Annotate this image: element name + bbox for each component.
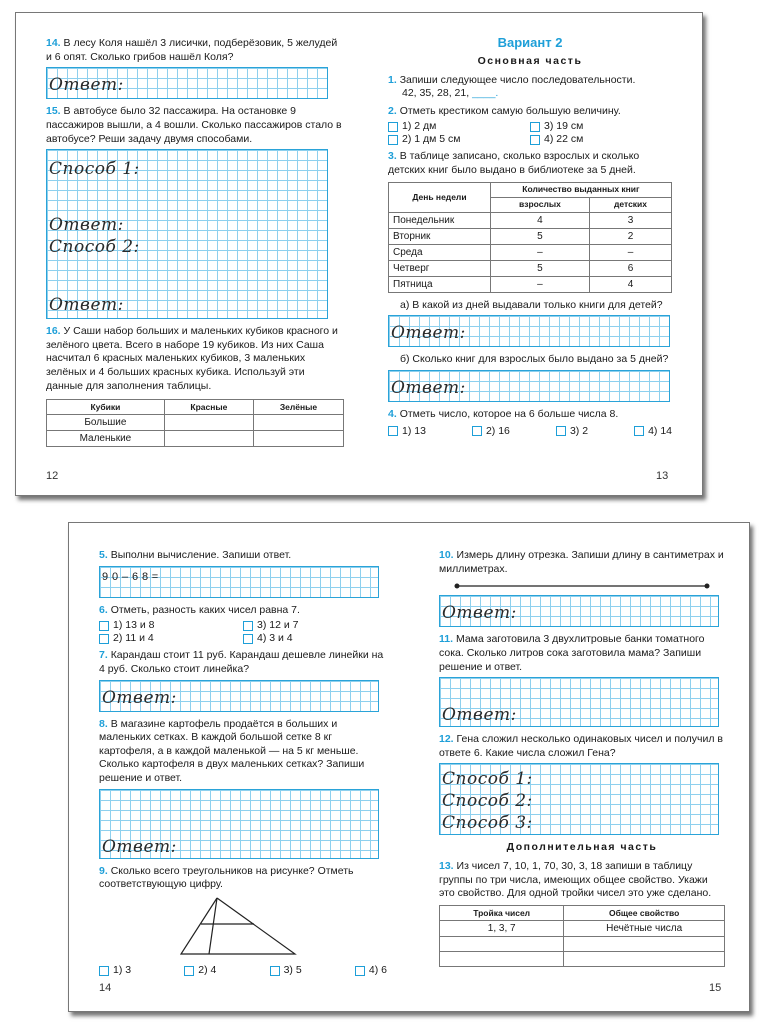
page-number: 12 — [46, 470, 59, 482]
task-number: 16. — [46, 325, 61, 338]
answer-label: Ответ: — [391, 378, 466, 399]
page-number: 14 — [99, 982, 112, 994]
option[interactable]: 1) 13 — [388, 425, 426, 438]
options — [99, 619, 387, 645]
answer-label: Ответ: — [442, 603, 517, 624]
table-row: Среда – – — [389, 244, 672, 260]
checkbox[interactable] — [99, 621, 109, 631]
task-3 — [388, 150, 672, 402]
table-header: Количество выданных книг — [490, 182, 671, 197]
task-number: 3. — [388, 150, 397, 163]
spread-pages-14-15 — [68, 522, 750, 1012]
task-5 — [99, 549, 387, 598]
task-9 — [99, 865, 387, 977]
task-2 — [388, 105, 672, 147]
table-row — [47, 415, 344, 431]
table-row: Пятница – 4 — [389, 276, 672, 292]
answer-label: Ответ: — [391, 323, 466, 344]
sequence: 42, 35, 28, 21, — [402, 87, 470, 100]
option[interactable]: 4) 6 — [355, 964, 387, 977]
spread-pages-12-13 — [15, 12, 703, 496]
table-row — [440, 937, 725, 952]
answer-label: Ответ: — [442, 705, 517, 726]
option[interactable]: 1) 3 — [99, 964, 131, 977]
option[interactable]: 2) 1 дм 5 см — [388, 133, 530, 146]
task-text: Измерь длину отрезка. Запиши длину в сантиметрах и миллиметрах. — [439, 549, 724, 575]
library-table — [388, 182, 672, 293]
checkbox[interactable] — [530, 122, 540, 132]
task-number: 15. — [46, 105, 61, 118]
task-8 — [99, 718, 387, 859]
task-15 — [46, 105, 344, 319]
way-3-label: Способ 3: — [442, 813, 533, 834]
checkbox[interactable] — [243, 621, 253, 631]
table-header: Красные — [164, 400, 253, 415]
question-b: б) Сколько книг для взрослых было выдано за 5 дней? — [400, 353, 669, 366]
table-cell[interactable] — [440, 937, 564, 952]
table-row: Понедельник 4 3 — [389, 212, 672, 228]
task-text: В магазине картофель продаётся в больших и маленьких сетках. В каждой большой сетке 8 кг картофеля, а в каждой маленькой — на 5 кг меньше. Сколько картофеля в двух маленьких сетках? Запиши решение и ответ. — [99, 717, 365, 785]
task-10 — [439, 549, 725, 627]
triangles-figure — [179, 896, 319, 958]
page-number: 13 — [656, 470, 669, 482]
table-row — [47, 431, 344, 447]
checkbox[interactable] — [388, 426, 398, 436]
checkbox[interactable] — [530, 135, 540, 145]
page-12-column — [46, 37, 344, 451]
page-number: 15 — [709, 982, 722, 994]
checkbox[interactable] — [270, 966, 280, 976]
checkbox[interactable] — [184, 966, 194, 976]
table-header: детских — [590, 197, 672, 212]
task-number: 7. — [99, 649, 108, 662]
page-13-column — [388, 35, 672, 442]
task-number: 12. — [439, 733, 454, 746]
task-text: В автобусе было 32 пассажира. На остановке 9 пассажиров вышли, а 4 вошли. Сколько пассажиров стало в автобусе? Реши задачу двумя способами. — [46, 105, 342, 145]
segment-endpoint — [455, 584, 460, 589]
task-number: 6. — [99, 603, 108, 616]
option[interactable]: 3) 2 — [556, 425, 588, 438]
segment-figure — [453, 580, 713, 592]
answer-grid[interactable] — [99, 680, 379, 712]
answer-label: Ответ: — [49, 75, 124, 96]
checkbox[interactable] — [243, 634, 253, 644]
table-header: взрослых — [490, 197, 589, 212]
segment-endpoint — [705, 584, 710, 589]
answer-label: Ответ: — [49, 295, 124, 316]
page-15-column — [439, 549, 725, 971]
task-7 — [99, 649, 387, 711]
task-12 — [439, 733, 725, 835]
task-text: Отметь крестиком самую большую величину. — [399, 104, 621, 117]
option[interactable]: 4) 22 см — [530, 133, 672, 146]
figure-outline — [181, 898, 295, 954]
table-cell[interactable] — [254, 415, 344, 431]
option[interactable]: 1) 2 дм — [388, 120, 530, 133]
task-text: Отметь число, которое на 6 больше числа 8. — [399, 408, 619, 421]
option[interactable]: 2) 4 — [184, 964, 216, 977]
task-text: Отметь, разность каких чисел равна 7. — [110, 603, 300, 616]
solution-grid[interactable] — [46, 149, 328, 319]
answer-grid[interactable] — [46, 67, 328, 99]
task-number: 8. — [99, 717, 108, 730]
task-text: У Саши набор больших и маленьких кубиков красного и зелёного цвета. Всего в наборе 19 кубиков. Из них Саша насчитал 6 красных маленьких кубиков, 3 маленьких зелёных и 4 больших красных кубика. Используй эти данные для заполнения таблицы. — [46, 325, 338, 392]
answer-grid[interactable] — [388, 370, 670, 402]
option[interactable]: 1) 13 и 8 — [99, 619, 243, 632]
way-2-label: Способ 2: — [49, 237, 140, 258]
section-title: Дополнительная часть — [506, 841, 658, 854]
option[interactable]: 4) 3 и 4 — [243, 632, 387, 645]
checkbox[interactable] — [634, 426, 644, 436]
solution-grid[interactable] — [99, 789, 379, 859]
table-row: Вторник 5 2 — [389, 228, 672, 244]
task-number: 1. — [388, 73, 397, 86]
table-row — [440, 952, 725, 967]
question-a: а) В какой из дней выдавали только книги для детей? — [400, 298, 663, 311]
way-1-label: Способ 1: — [442, 769, 533, 790]
task-text: Запиши следующее число последовательности. — [399, 73, 636, 86]
option[interactable]: 4) 14 — [634, 425, 672, 438]
option[interactable]: 3) 12 и 7 — [243, 619, 387, 632]
answer-grid[interactable] — [388, 315, 670, 347]
option[interactable]: 2) 11 и 4 — [99, 632, 243, 645]
option[interactable]: 2) 16 — [472, 425, 510, 438]
task-number: 10. — [439, 549, 454, 561]
section-title: Основная часть — [477, 54, 583, 67]
way-2-label: Способ 2: — [442, 791, 533, 812]
task-number: 5. — [99, 549, 108, 561]
task-text: Мама заготовила 3 двухлитровые банки томатного сока. Сколько литров сока заготовила мама? Запиши решение и ответ. — [439, 633, 705, 673]
table-header: Общее свойство — [564, 906, 725, 921]
option[interactable]: 3) 5 — [270, 964, 302, 977]
task-number: 13. — [439, 860, 454, 873]
figure-inner-line — [209, 898, 217, 954]
number-groups-table — [439, 905, 725, 967]
task-text: В лесу Коля нашёл 3 лисички, подберёзовик, 5 желудей и 6 опят. Сколько грибов нашёл Коля? — [46, 37, 338, 63]
task-number: 2. — [388, 104, 397, 117]
option[interactable]: 3) 19 см — [530, 120, 672, 133]
task-text: В таблице записано, сколько взрослых и сколько детских книг было выдано в библиотеке за 5 дней. — [388, 150, 640, 177]
answer-grid[interactable] — [439, 595, 719, 627]
task-14 — [46, 37, 344, 99]
table-header: Зелёные — [254, 400, 344, 415]
checkbox[interactable] — [99, 966, 109, 976]
task-4 — [388, 408, 672, 438]
task-text: Сколько всего треугольников на рисунке? Отметь соответствующую цифру. — [99, 864, 354, 891]
cubes-table — [46, 399, 344, 447]
calculation-grid[interactable] — [99, 566, 379, 598]
table-header: День недели — [389, 182, 491, 212]
table-cell[interactable] — [564, 937, 725, 952]
checkbox[interactable] — [388, 135, 398, 145]
variant-title: Вариант 2 — [497, 35, 563, 50]
task-number: 11. — [439, 633, 454, 646]
checkbox[interactable] — [472, 426, 482, 436]
table-cell[interactable] — [564, 952, 725, 967]
task-text: Из чисел 7, 10, 1, 70, 30, 3, 18 запиши в таблицу группы по три числа, имеющих общее свойство. Укажи это свойство. Для одной тройки чисел это уже сделано. — [439, 860, 712, 900]
row-label: Маленькие — [47, 431, 165, 447]
task-number: 9. — [99, 864, 108, 877]
table-cell[interactable] — [164, 415, 253, 431]
task-number: 4. — [388, 408, 397, 421]
table-row: Четверг 5 6 — [389, 260, 672, 276]
table-cell[interactable] — [254, 431, 344, 447]
answer-label: Ответ: — [102, 687, 177, 708]
table-header: Кубики — [47, 400, 165, 415]
task-13 — [439, 860, 725, 967]
task-1 — [388, 74, 672, 101]
solution-grid[interactable] — [439, 763, 719, 835]
task-number: 14. — [46, 37, 61, 49]
options — [388, 425, 672, 438]
sequence-blank[interactable]: ____. — [472, 87, 499, 100]
table-cell[interactable] — [440, 952, 564, 967]
answer-label: Ответ: — [49, 215, 124, 236]
checkbox[interactable] — [388, 122, 398, 132]
row-label: Большие — [47, 415, 165, 431]
table-cell[interactable] — [164, 431, 253, 447]
checkbox[interactable] — [556, 426, 566, 436]
answer-label: Ответ: — [102, 836, 177, 857]
solution-grid[interactable] — [439, 677, 719, 727]
options — [388, 120, 672, 146]
way-1-label: Способ 1: — [49, 159, 140, 180]
table-row: 1, 3, 7 Нечётные числа — [440, 921, 725, 937]
task-6 — [99, 604, 387, 646]
table-header: Тройка чисел — [440, 906, 564, 921]
task-text: Выполни вычисление. Запиши ответ. — [110, 549, 292, 561]
expression: 9 0 – 6 8 = — [101, 570, 159, 583]
page-14-column — [99, 549, 387, 981]
task-11 — [439, 633, 725, 727]
checkbox[interactable] — [355, 966, 365, 976]
checkbox[interactable] — [99, 634, 109, 644]
task-text: Карандаш стоит 11 руб. Карандаш дешевле линейки на 4 руб. Сколько стоит линейка? — [99, 649, 384, 675]
task-text: Гена сложил несколько одинаковых чисел и получил в ответе 6. Какие числа сложил Гена? — [439, 733, 723, 759]
task-16 — [46, 325, 344, 447]
options — [99, 964, 387, 977]
